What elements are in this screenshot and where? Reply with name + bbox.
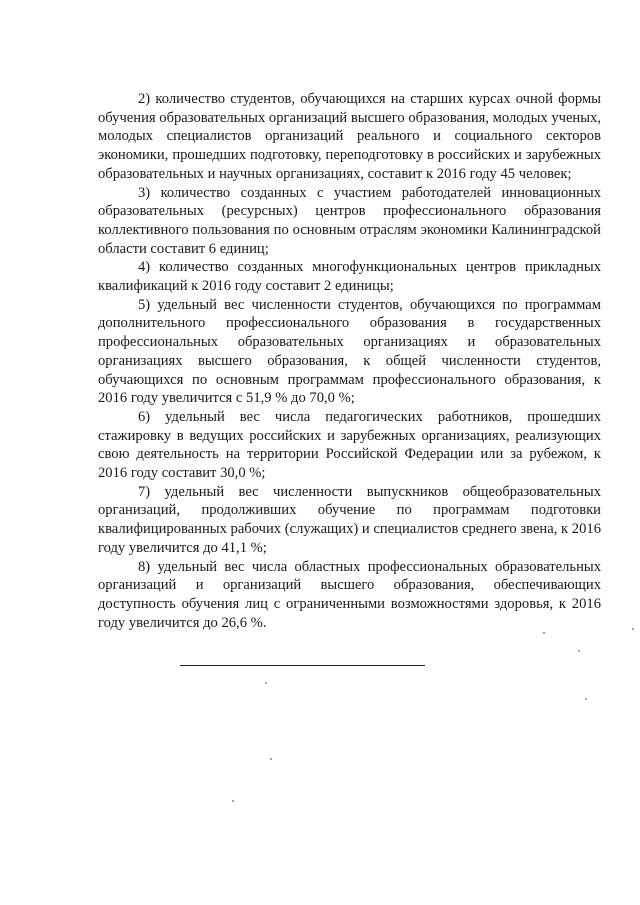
scan-speck (632, 628, 634, 630)
scan-speck (270, 758, 272, 760)
scan-speck (265, 682, 267, 684)
paragraph-item-7: 7) удельный вес численности выпускников общеобразовательных организаций, продолживших обучение по программам подготовки квалифицированных рабочих (служащих) и специалистов среднего звена, к 2016 году увеличится до 41,1 %; (98, 483, 601, 556)
paragraph-item-8: 8) удельный вес числа областных профессиональных образовательных организаций и организаций высшего образования, обеспечивающих доступность обучения лиц с ограниченными возможностями здоровья, к 2016 году увеличится до 26,6 %. (98, 558, 601, 631)
scan-speck (232, 800, 234, 802)
paragraph-item-2: 2) количество студентов, обучающихся на старших курсах очной формы обучения образовательных организаций высшего образования, молодых ученых, молодых специалистов организаций реального и социального секторов экономики, прошедших подготовку, переподготовку в российских и зарубежных образовательных и научных организациях, составит к 2016 году 45 человек; (98, 91, 601, 182)
closing-horizontal-rule (180, 665, 425, 666)
document-body (98, 90, 601, 632)
scan-speck (578, 650, 580, 652)
paragraph-item-4: 4) количество созданных многофункциональных центров прикладных квалификаций к 2016 году составит 2 единицы; (98, 259, 601, 295)
scan-speck (585, 698, 587, 700)
paragraph-item-3: 3) количество созданных с участием работодателей инновационных образовательных (ресурсных) центров профессионального образования коллективного пользования по основным отраслям экономики Калининградской области составит 6 единиц; (98, 184, 601, 257)
paragraph-item-5: 5) удельный вес численности студентов, обучающихся по программам дополнительного профессионального образования в государственных профессиональных образовательных организациях и образовательных организациях высшего образования, к общей численности студентов, обучающихся по основным программам профессионального образования, к 2016 году увеличится с 51,9 % до 70,0 %; (98, 296, 601, 407)
paragraph-item-6: 6) удельный вес числа педагогических работников, прошедших стажировку в ведущих российских и зарубежных организациях, реализующих свою деятельность на территории Российской Федерации или за рубежом, к 2016 году составит 30,0 %; (98, 408, 601, 482)
scan-speck (543, 632, 545, 634)
